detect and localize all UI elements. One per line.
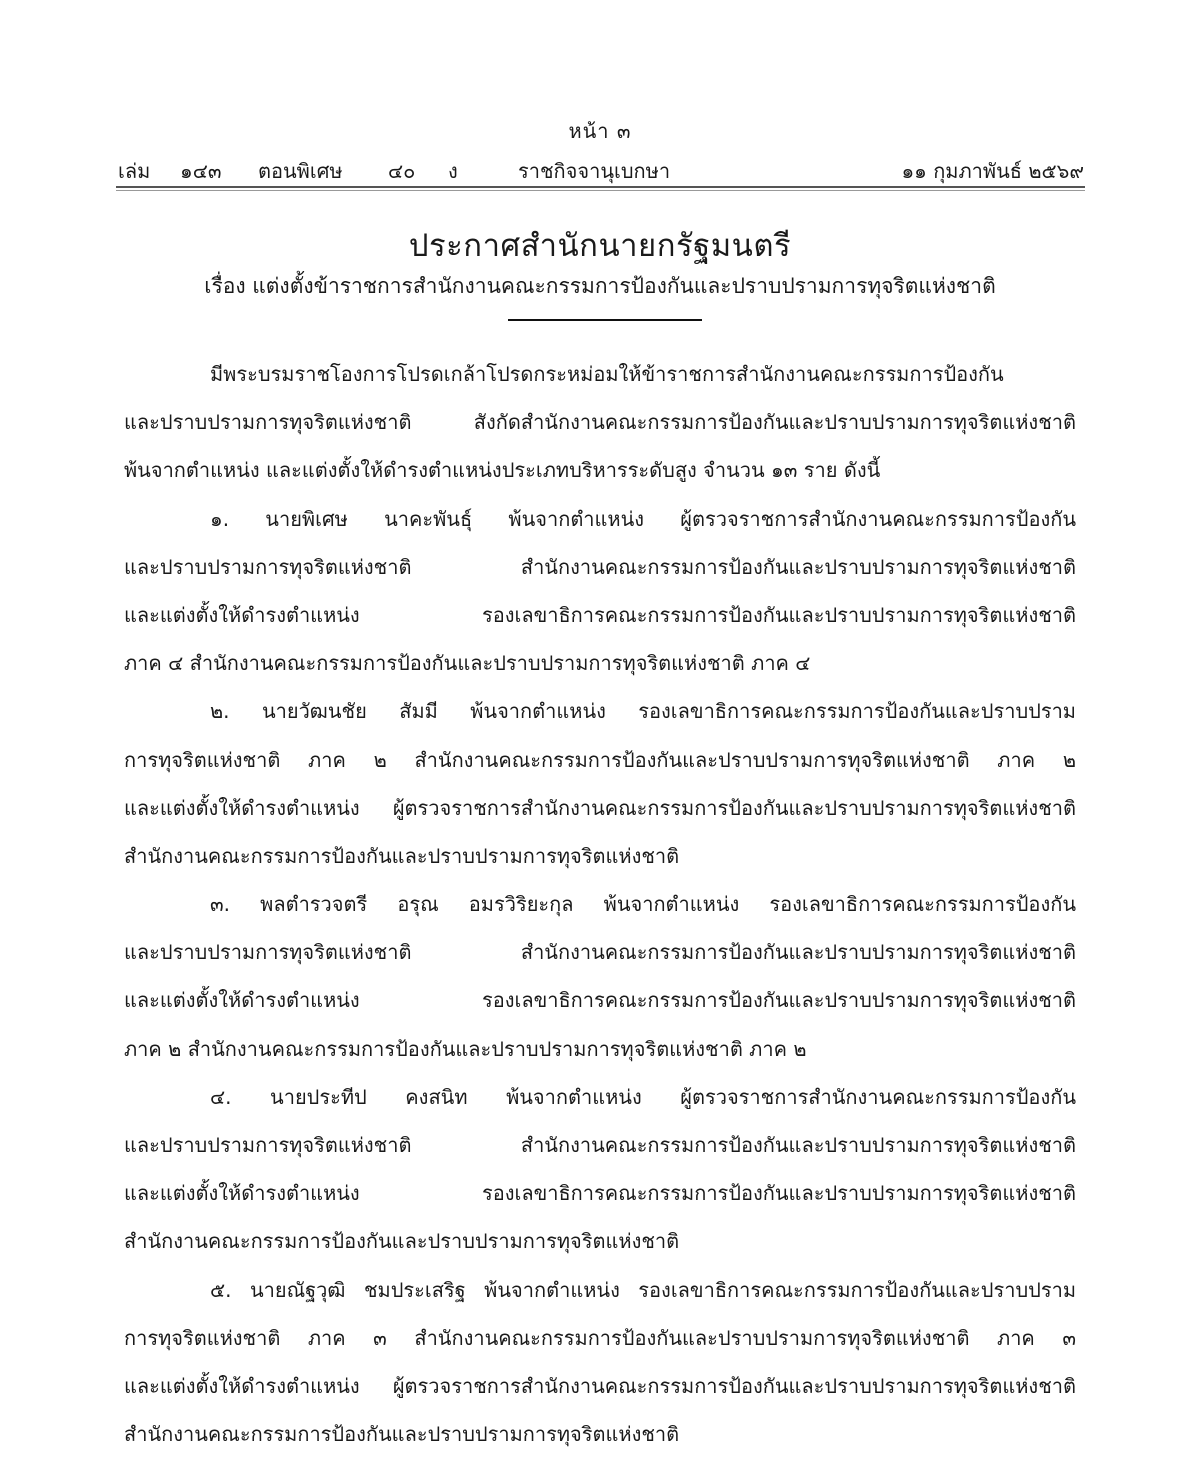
text-line: สำนักงานคณะกรรมการป้องกันและปราบปรามการทุจริตแห่งชาติ bbox=[124, 1422, 680, 1447]
text-line: ๑. นายพิเศษ นาคะพันธุ์ พ้นจากตำแหน่ง ผู้ตรวจราชการสำนักงานคณะกรรมการป้องกัน bbox=[210, 506, 1076, 531]
text-line: การทุจริตแห่งชาติ ภาค ๒ สำนักงานคณะกรรมการป้องกันและปราบปรามการทุจริตแห่งชาติ ภาค ๒ bbox=[124, 747, 1076, 772]
text-line: ๕. นายณัฐวุฒิ ชมประเสริฐ พ้นจากตำแหน่ง รองเลขาธิการคณะกรรมการป้องกันและปราบปราม bbox=[210, 1277, 1076, 1302]
section-letter: ง bbox=[448, 159, 458, 183]
appointment-item-1 bbox=[124, 495, 1076, 688]
document-body bbox=[124, 350, 1076, 1458]
volume-label: เล่ม bbox=[118, 159, 151, 183]
gazette-name: ราชกิจจานุเบกษา bbox=[518, 159, 671, 183]
issue-label: ตอนพิเศษ bbox=[258, 159, 343, 183]
appointment-item-5 bbox=[124, 1266, 1076, 1458]
text-line: ๓. พลตำรวจตรี อรุณ อมรวิริยะกุล พ้นจากตำแหน่ง รองเลขาธิการคณะกรรมการป้องกัน bbox=[210, 892, 1076, 917]
text-line: ภาค ๔ สำนักงานคณะกรรมการป้องกันและปราบปรามการทุจริตแห่งชาติ ภาค ๔ bbox=[124, 651, 811, 676]
text-line: สำนักงานคณะกรรมการป้องกันและปราบปรามการทุจริตแห่งชาติ bbox=[124, 843, 680, 868]
text-line: ๒. นายวัฒนชัย สัมมี พ้นจากตำแหน่ง รองเลขาธิการคณะกรรมการป้องกันและปราบปราม bbox=[210, 699, 1076, 724]
publication-date: ๑๑ กุมภาพันธ์ ๒๕๖๙ bbox=[901, 159, 1084, 183]
volume-number: ๑๔๓ bbox=[180, 159, 222, 183]
text-line: ๔. นายประทีป คงสนิท พ้นจากตำแหน่ง ผู้ตรวจราชการสำนักงานคณะกรรมการป้องกัน bbox=[210, 1084, 1076, 1109]
appointment-item-4 bbox=[124, 1073, 1076, 1266]
issue-number: ๔๐ bbox=[388, 159, 416, 183]
text-line: พ้นจากตำแหน่ง และแต่งตั้งให้ดำรงตำแหน่งประเภทบริหารระดับสูง จำนวน ๑๓ ราย ดังนี้ bbox=[124, 458, 881, 483]
text-line: และแต่งตั้งให้ดำรงตำแหน่ง ผู้ตรวจราชการสำนักงานคณะกรรมการป้องกันและปราบปรามการทุจริตแห่งชาติ bbox=[124, 1373, 1076, 1398]
header-divider bbox=[116, 186, 1085, 188]
header-divider-secondary bbox=[116, 190, 1085, 191]
page-number: หน้า ๓ bbox=[568, 119, 632, 143]
text-line: สำนักงานคณะกรรมการป้องกันและปราบปรามการทุจริตแห่งชาติ bbox=[124, 1229, 680, 1254]
text-line: และปราบปรามการทุจริตแห่งชาติ สำนักงานคณะกรรมการป้องกันและปราบปรามการทุจริตแห่งชาติ bbox=[124, 1133, 1076, 1157]
text-line: และแต่งตั้งให้ดำรงตำแหน่ง รองเลขาธิการคณะกรรมการป้องกันและปราบปรามการทุจริตแห่งชาติ bbox=[124, 988, 1076, 1013]
document-title: ประกาศสำนักนายกรัฐมนตรี bbox=[408, 228, 792, 264]
title-underline bbox=[508, 319, 702, 321]
text-line: และปราบปรามการทุจริตแห่งชาติ สังกัดสำนักงานคณะกรรมการป้องกันและปราบปรามการทุจริตแห่งชาติ bbox=[124, 410, 1076, 435]
text-line: และแต่งตั้งให้ดำรงตำแหน่ง รองเลขาธิการคณะกรรมการป้องกันและปราบปรามการทุจริตแห่งชาติ bbox=[124, 1181, 1076, 1206]
gazette-header bbox=[118, 155, 1084, 185]
text-line: และแต่งตั้งให้ดำรงตำแหน่ง รองเลขาธิการคณะกรรมการป้องกันและปราบปรามการทุจริตแห่งชาติ bbox=[124, 602, 1076, 627]
text-line: การทุจริตแห่งชาติ ภาค ๓ สำนักงานคณะกรรมการป้องกันและปราบปรามการทุจริตแห่งชาติ ภาค ๓ bbox=[124, 1325, 1076, 1350]
text-line: ภาค ๒ สำนักงานคณะกรรมการป้องกันและปราบปรามการทุจริตแห่งชาติ ภาค ๒ bbox=[124, 1036, 807, 1061]
appointment-item-2 bbox=[124, 687, 1076, 880]
text-line: และปราบปรามการทุจริตแห่งชาติ สำนักงานคณะกรรมการป้องกันและปราบปรามการทุจริตแห่งชาติ bbox=[124, 940, 1076, 965]
text-line: และปราบปรามการทุจริตแห่งชาติ สำนักงานคณะกรรมการป้องกันและปราบปรามการทุจริตแห่งชาติ bbox=[124, 554, 1076, 579]
intro-paragraph bbox=[124, 350, 1076, 495]
document-subject: เรื่อง แต่งตั้งข้าราชการสำนักงานคณะกรรมการป้องกันและปราบปรามการทุจริตแห่งชาติ bbox=[204, 274, 996, 298]
text-line: มีพระบรมราชโองการโปรดเกล้าโปรดกระหม่อมให้ข้าราชการสำนักงานคณะกรรมการป้องกัน bbox=[210, 362, 1004, 386]
text-line: และแต่งตั้งให้ดำรงตำแหน่ง ผู้ตรวจราชการสำนักงานคณะกรรมการป้องกันและปราบปรามการทุจริตแห่งชาติ bbox=[124, 795, 1076, 820]
appointment-item-3 bbox=[124, 880, 1076, 1073]
